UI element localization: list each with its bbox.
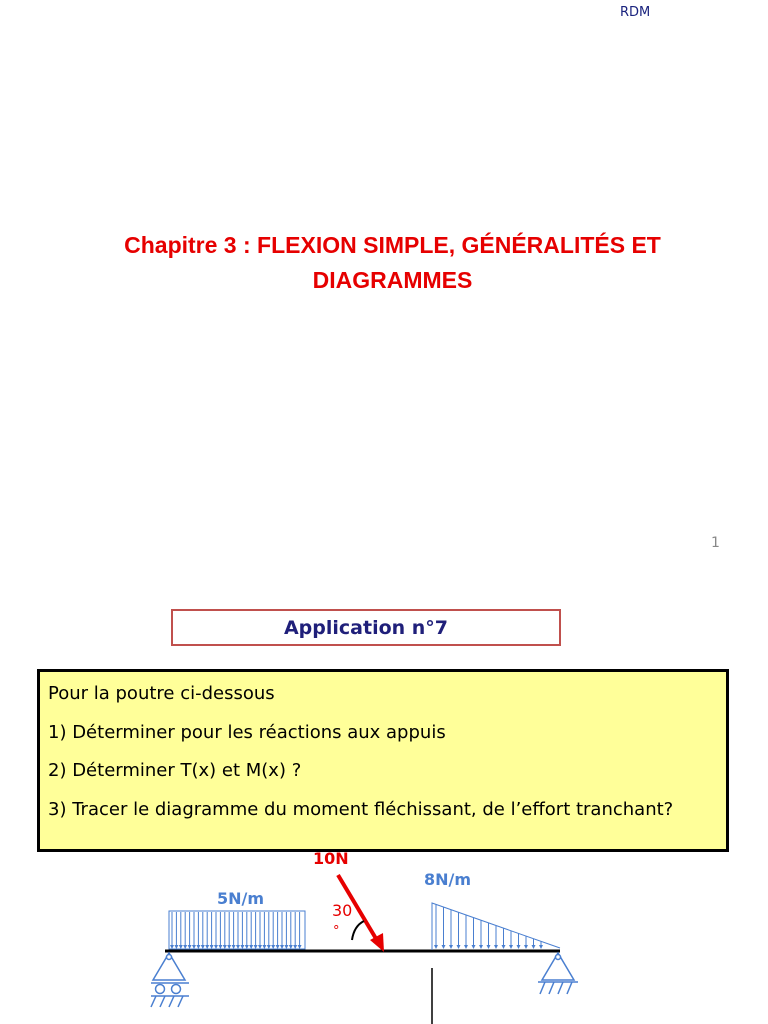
uniform-load-arrow-head	[293, 945, 297, 949]
triangular-load-arrow-head	[539, 945, 543, 949]
uniform-load	[169, 911, 305, 949]
application-title: Application n°7	[283, 616, 449, 639]
triangular-load-arrow-head	[509, 945, 513, 949]
uniform-load-arrow-head	[245, 945, 249, 949]
uniform-load-arrow-head	[192, 945, 196, 949]
left-support-pin	[167, 955, 172, 960]
right-hatch-4	[567, 982, 572, 994]
uniform-load-arrow-head	[236, 945, 240, 949]
triangular-load-arrow-head	[487, 945, 491, 949]
triangular-load-arrow-head	[502, 945, 506, 949]
uniform-load-arrow-head	[254, 945, 258, 949]
triangular-load-arrow-head	[442, 945, 446, 949]
uniform-load-label: 5N/m	[217, 889, 265, 908]
left-hatch-2	[160, 996, 165, 1007]
left-hatch-1	[151, 996, 156, 1007]
uniform-load-arrow-head	[210, 945, 214, 949]
chapter-title-line-1: Chapitre 3 : FLEXION SIMPLE, GÉNÉRALITÉS ET	[124, 232, 661, 258]
uniform-load-arrow-head	[223, 945, 227, 949]
uniform-load-arrow-head	[271, 945, 275, 949]
left-support-roller-1	[156, 985, 165, 994]
triangular-load-arrow-head	[479, 945, 483, 949]
uniform-load-arrow-head	[232, 945, 236, 949]
uniform-load-arrow-head	[267, 945, 271, 949]
point-load-label: 10N	[313, 849, 349, 868]
uniform-load-arrow-head	[227, 945, 231, 949]
uniform-load-arrow-head	[183, 945, 187, 949]
uniform-load-arrow-head	[179, 945, 183, 949]
uniform-load-arrow-head	[196, 945, 200, 949]
uniform-load-arrow-head	[262, 945, 266, 949]
triangular-load-arrow-head	[472, 945, 476, 949]
right-hatch-2	[549, 982, 554, 994]
right-hatch-1	[540, 982, 545, 994]
course-label: RDM	[620, 5, 651, 20]
uniform-load-arrows	[170, 912, 302, 949]
angle-arc	[352, 921, 364, 940]
uniform-load-arrow-head	[201, 945, 205, 949]
triangular-load-arrow-head	[464, 945, 468, 949]
uniform-load-arrow-head	[170, 945, 174, 949]
triangular-load-arrow-head	[517, 945, 521, 949]
triangular-load-arrows	[434, 904, 543, 949]
question-line-2: 2) Déterminer T(x) et M(x) ?	[48, 760, 302, 781]
triangular-load-arrow-head	[532, 945, 536, 949]
uniform-load-arrow-head	[188, 945, 192, 949]
uniform-load-arrow-head	[240, 945, 244, 949]
uniform-load-arrow-head	[205, 945, 209, 949]
triangular-load-arrow-head	[457, 945, 461, 949]
uniform-load-arrow-head	[218, 945, 222, 949]
uniform-load-arrow-head	[174, 945, 178, 949]
uniform-load-arrow-head	[276, 945, 280, 949]
uniform-load-arrow-head	[280, 945, 284, 949]
right-pinned-support	[538, 953, 578, 994]
question-line-intro: Pour la poutre ci-dessous	[48, 683, 275, 704]
right-support-pin	[556, 955, 561, 960]
triangular-load-arrow-head	[494, 945, 498, 949]
right-hatch-3	[558, 982, 563, 994]
triangular-load-arrow-head	[449, 945, 453, 949]
triangular-load-arrow-head	[524, 945, 528, 949]
page-number: 1	[711, 535, 720, 551]
triangular-load-arrow-head	[434, 945, 438, 949]
question-line-3: 3) Tracer le diagramme du moment fléchissant, de l’effort tranchant?	[48, 798, 674, 820]
uniform-load-arrow-head	[298, 945, 302, 949]
question-line-1: 1) Déterminer pour les réactions aux appuis	[48, 721, 446, 743]
triangular-load-label: 8N/m	[424, 870, 472, 889]
left-roller-support	[151, 953, 189, 1007]
uniform-load-arrow-head	[214, 945, 218, 949]
left-support-roller-2	[172, 985, 181, 994]
uniform-load-arrow-head	[289, 945, 293, 949]
left-hatch-3	[169, 996, 174, 1007]
angle-degree-symbol: °	[333, 924, 340, 939]
uniform-load-arrow-head	[258, 945, 262, 949]
uniform-load-arrow-head	[249, 945, 253, 949]
triangular-load	[432, 903, 560, 950]
chapter-title-line-2: DIAGRAMMES	[312, 267, 473, 293]
left-hatch-4	[178, 996, 183, 1007]
uniform-load-arrow-head	[284, 945, 288, 949]
angle-label: 30	[332, 901, 353, 920]
